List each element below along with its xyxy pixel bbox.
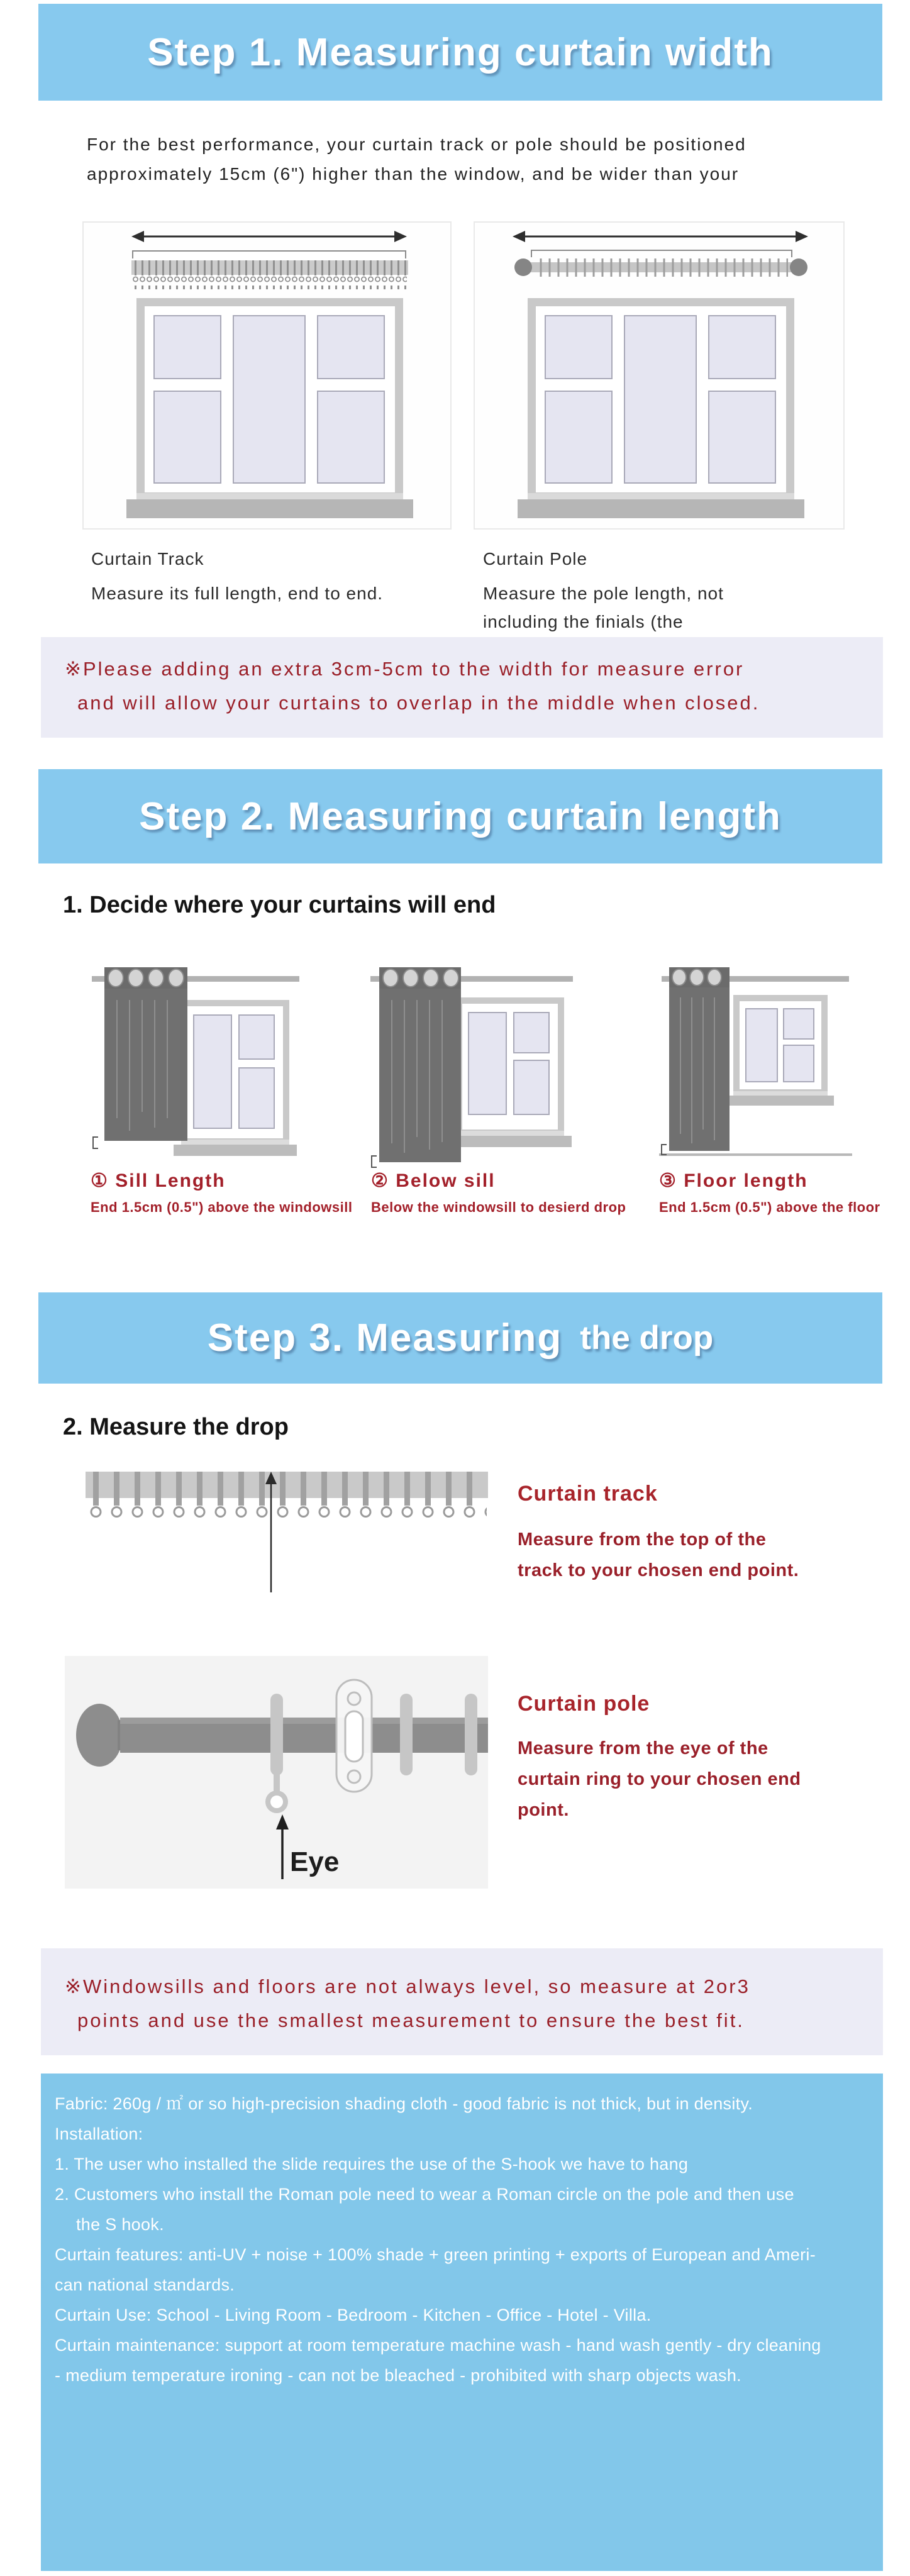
eye-label: Eye	[290, 1846, 340, 1877]
option3-title: ③ Floor length	[659, 1170, 808, 1191]
end-point-bracket	[662, 1145, 667, 1155]
width-note-line2: and will allow your curtains to overlap in the middle when closed.	[77, 692, 760, 714]
floor-length-diagram	[659, 961, 852, 1172]
footer-install-step2: 2. Customers who install the Roman pole need to wear a Roman circle on the pole and then use	[55, 2185, 794, 2204]
curtain-track-heading: Curtain track	[518, 1482, 658, 1506]
footer-features-line2: can national standards.	[55, 2275, 235, 2294]
step3-banner-main: Step 3. Measuring	[207, 1316, 563, 1360]
curtain-pole-window-diagram	[474, 221, 845, 530]
footer-install-step2b: the S hook.	[76, 2215, 164, 2234]
width-note-line1: ※Please adding an extra 3cm-5cm to the width for measure error	[65, 658, 745, 680]
option2-title: ② Below sill	[371, 1170, 496, 1191]
curtain-pole-heading: Curtain pole	[518, 1692, 650, 1716]
curtain-track-icon	[131, 260, 408, 289]
ring-eye	[268, 1793, 286, 1811]
curtain-track-caption	[91, 545, 383, 608]
step2-heading: 1. Decide where your curtains will end	[63, 892, 496, 918]
footer-features-line1: Curtain features: anti-UV + noise + 100% shade + green printing + exports of European and Ameri-	[55, 2245, 816, 2264]
level-measure-note	[41, 1948, 883, 2055]
end-point-bracket	[372, 1156, 377, 1167]
pole-instruction-line3: point.	[518, 1800, 569, 1820]
sill-length-diagram	[88, 961, 302, 1172]
curtain-pole-caption-line1: Measure the pole length, not	[483, 584, 724, 603]
curtain-track-caption-title: Curtain Track	[91, 549, 204, 569]
pole-eye-illustration	[65, 1656, 488, 1889]
end-point-bracket	[93, 1137, 98, 1148]
product-info-footer	[41, 2074, 883, 2571]
curtain-pole-icon	[514, 258, 807, 277]
below-sill-illustration	[368, 961, 575, 1169]
curtain-track-window-diagram	[82, 221, 452, 530]
footer-installation-label: Installation:	[55, 2124, 143, 2143]
track-drop-diagram	[86, 1467, 488, 1599]
option3-desc: End 1.5cm (0.5") above the floor	[659, 1199, 880, 1215]
curtain-pole-caption	[483, 545, 724, 636]
pole-instruction-line1: Measure from the eye of the	[518, 1738, 769, 1758]
window-icon	[448, 997, 572, 1147]
grommet-curtain-icon	[379, 967, 461, 1162]
pole-eye-diagram	[65, 1656, 488, 1892]
curtain-track-icon	[86, 1472, 488, 1524]
curtain-pole-caption-line2: including the finials (the	[483, 612, 684, 631]
track-drop-illustration	[86, 1467, 488, 1596]
footer-install-step1: 1. The user who installed the slide requires the use of the S-hook we have to hang	[55, 2155, 689, 2174]
step1-banner	[38, 4, 882, 101]
pole-instruction-line2: curtain ring to your chosen end	[518, 1769, 801, 1789]
footer-maintenance-line2: - medium temperature ironing - can not be bleached - prohibited with sharp objects wash.	[55, 2366, 741, 2385]
option1-desc: End 1.5cm (0.5") above the windowsill	[91, 1199, 353, 1215]
intro-paragraph	[87, 130, 746, 189]
curtain-track-instructions	[518, 1524, 799, 1586]
footer-use-line: Curtain Use: School - Living Room - Bedroom - Kitchen - Office - Hotel - Villa.	[55, 2306, 652, 2324]
step1-banner-text: Step 1. Measuring curtain width	[147, 30, 774, 74]
width-measure-note	[41, 637, 883, 738]
window-icon	[126, 298, 413, 518]
step3-banner	[38, 1292, 882, 1384]
option-floor-length	[659, 1170, 880, 1216]
window-icon	[727, 995, 834, 1106]
wall-bracket-icon	[336, 1680, 372, 1792]
curtain-pole-window-illustration	[475, 223, 843, 528]
step3-heading: 2. Measure the drop	[63, 1414, 289, 1440]
option-below-sill	[371, 1170, 626, 1216]
level-note-line2: points and use the smallest measurement to ensure the best fit.	[77, 2009, 745, 2031]
floor-line	[659, 1153, 852, 1156]
curtain-pole-instructions	[518, 1733, 801, 1826]
grommet-curtain-icon	[669, 967, 730, 1151]
curtain-track-window-illustration	[84, 223, 450, 528]
intro-line1: For the best performance, your curtain track or pole should be positioned	[87, 135, 746, 154]
level-note-line1: ※Windowsills and floors are not always level, so measure at 2or3	[65, 1975, 750, 1997]
track-instruction-line2: track to your chosen end point.	[518, 1560, 799, 1580]
floor-length-illustration	[659, 961, 852, 1169]
step2-banner	[38, 769, 882, 863]
width-measure-arrow-icon	[513, 231, 808, 257]
track-instruction-line1: Measure from the top of the	[518, 1530, 767, 1550]
option-sill-length	[91, 1170, 352, 1216]
curtain-pole-caption-title: Curtain Pole	[483, 549, 588, 569]
intro-line2: approximately 15cm (6") higher than the window, and be wider than your	[87, 164, 740, 184]
width-measure-arrow-icon	[131, 231, 407, 258]
below-sill-diagram	[368, 961, 575, 1172]
step3-banner-sub: the drop	[580, 1319, 714, 1357]
step2-banner-text: Step 2. Measuring curtain length	[139, 794, 782, 838]
footer-fabric-line: Fabric: 260g / ㎡ or so high-precision shading cloth - good fabric is not thick, but in density.	[55, 2094, 753, 2113]
sill-length-illustration	[88, 961, 302, 1169]
window-icon	[518, 298, 804, 518]
grommet-curtain-icon	[104, 967, 187, 1141]
window-icon	[174, 1000, 297, 1156]
option2-desc: Below the windowsill to desierd drop	[371, 1199, 626, 1215]
footer-maintenance-line1: Curtain maintenance: support at room temperature machine wash - hand wash gently - dry cleaning	[55, 2336, 821, 2355]
option1-title: ① Sill Length	[91, 1170, 226, 1191]
curtain-track-caption-body: Measure its full length, end to end.	[91, 584, 384, 603]
